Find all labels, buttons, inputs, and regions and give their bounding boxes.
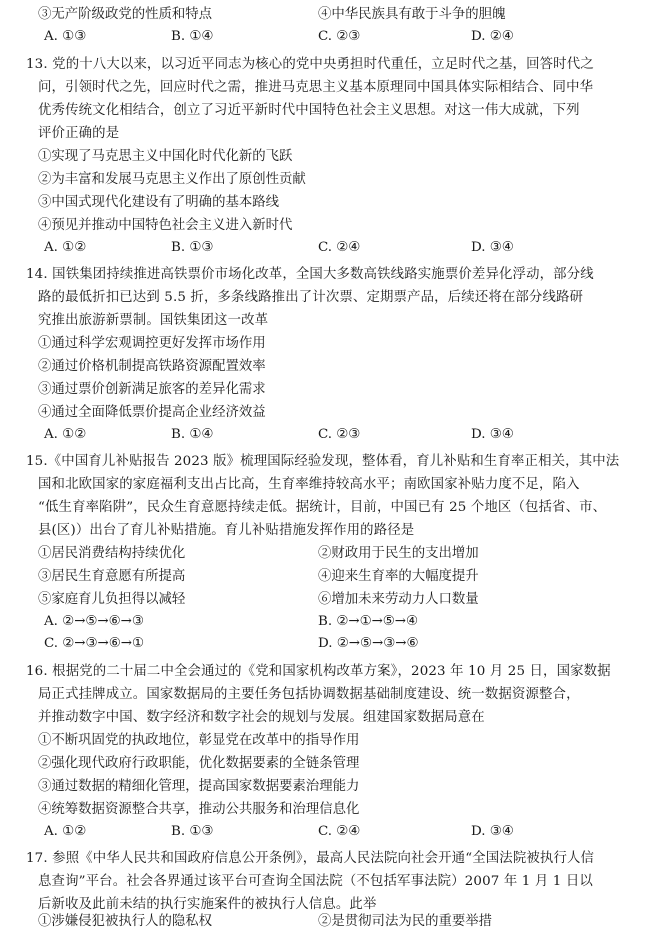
q16-option-a: A. ①② <box>44 824 87 839</box>
q17-stem-line: 后新收及此前未结的执行实施案件的被执行人信息。此举 <box>38 897 377 912</box>
q12-option-a: A. ①③ <box>44 29 87 44</box>
q15-option-d: D. ②→⑤→③→⑥ <box>318 636 419 651</box>
q14-item-4: ④通过全面降低票价提高企业经济效益 <box>38 405 266 420</box>
q15-stem-line: 国和北欧国家的家庭福利支出占比高，生育率维持较高水平；南欧国家补贴力度不足，陷入 <box>38 477 580 492</box>
q16-item-1: ①不断巩固党的执政地位，彰显党在改革中的指导作用 <box>38 733 360 748</box>
q15-item-2: ②财政用于民生的支出增加 <box>318 546 479 561</box>
q13-stem-line: 评价正确的是 <box>38 126 120 141</box>
q14-option-d: D. ③④ <box>471 427 514 442</box>
q12-item-3: ③无产阶级政党的性质和特点 <box>38 7 213 22</box>
q12-option-d: D. ②④ <box>471 29 514 44</box>
q17-stem-line: 息查询”平台。社会各界通过该平台可查询全国法院（不包括军事法院）2007 年 1 月 1 日以 <box>38 874 593 889</box>
q16-option-d: D. ③④ <box>471 824 514 839</box>
q15-stem-line: “低生育率陷阱”，民众生育意愿持续走低。据统计，目前，中国已有 25 个地区（包括省、市、 <box>38 500 607 515</box>
q13-item-4: ④预见并推动中国特色社会主义进入新时代 <box>38 218 293 233</box>
q16-stem-line: 局正式挂牌成立。国家数据局的主要任务包括协调数据基础制度建设、统一数据资源整合， <box>38 687 580 702</box>
q12-option-b: B. ①④ <box>171 29 214 44</box>
q15-item-3: ③居民生育意愿有所提高 <box>38 569 186 584</box>
q13-stem-line: 13. 党的十八大以来，以习近平同志为核心的党中央勇担时代重任，立足时代之基，回答时代之 <box>26 57 594 72</box>
q12-option-c: C. ②③ <box>318 29 361 44</box>
q16-item-4: ④统筹数据资源整合共享，推动公共服务和治理信息化 <box>38 802 360 817</box>
q16-option-b: B. ①③ <box>171 824 214 839</box>
q13-item-2: ②为丰富和发展马克思主义作出了原创性贡献 <box>38 172 306 187</box>
q13-option-a: A. ①② <box>44 240 87 255</box>
q13-stem-line: 优秀传统文化相结合，创立了习近平新时代中国特色社会主义思想。对这一伟大成就，下列 <box>38 103 580 118</box>
q13-item-1: ①实现了马克思主义中国化时代化新的飞跃 <box>38 149 293 164</box>
q16-option-c: C. ②④ <box>318 824 361 839</box>
q12-item-4: ④中华民族具有敢于斗争的胆魄 <box>318 7 506 22</box>
q14-stem-line: 路的最低折扣已达到 5.5 折，多条线路推出了计次票、定期票产品，后续还将在部分线路研 <box>38 290 584 305</box>
q15-item-1: ①居民消费结构持续优化 <box>38 546 186 561</box>
q13-option-d: D. ③④ <box>471 240 514 255</box>
q13-option-c: C. ②④ <box>318 240 361 255</box>
q15-option-a: A. ②→⑤→⑥→③ <box>44 614 144 629</box>
q17-item-2: ②是贯彻司法为民的重要举措 <box>318 914 493 929</box>
q15-stem-line: 县(区)）出台了育儿补贴措施。育儿补贴措施发挥作用的路径是 <box>38 523 415 538</box>
q14-option-c: C. ②③ <box>318 427 361 442</box>
q13-option-b: B. ①③ <box>171 240 214 255</box>
q15-item-5: ⑤家庭育儿负担得以减轻 <box>38 592 186 607</box>
q13-item-3: ③中国式现代化建设有了明确的基本路线 <box>38 195 280 210</box>
q14-option-a: A. ①② <box>44 427 87 442</box>
q13-stem-line: 问，引领时代之先，回应时代之需，推进马克思主义基本原理同中国具体实际相结合、同中华 <box>38 80 594 95</box>
q15-stem-line: 15.《中国育儿补贴报告 2023 版》梳理国际经验发现，整体看，育儿补贴和生育率正相关，其中法 <box>26 454 620 469</box>
q15-item-6: ⑥增加未来劳动力人口数量 <box>318 592 479 607</box>
q17-stem-line: 17. 参照《中华人民共和国政府信息公开条例》，最高人民法院向社会开通“全国法院被执行人信 <box>26 851 595 866</box>
q14-item-2: ②通过价格机制提高铁路资源配置效率 <box>38 359 266 374</box>
q14-stem-line: 14. 国铁集团持续推进高铁票价市场化改革，全国大多数高铁线路实施票价差异化浮动，部分线 <box>26 267 594 282</box>
q16-stem-line: 并推动数字中国、数字经济和数字社会的规划与发展。组建国家数据局意在 <box>38 710 485 725</box>
q15-option-c: C. ②→③→⑥→① <box>44 636 144 651</box>
q14-item-1: ①通过科学宏观调控更好发挥市场作用 <box>38 336 266 351</box>
q17-item-1: ①涉嫌侵犯被执行人的隐私权 <box>38 914 213 929</box>
q14-stem-line: 究推出旅游新票制。国铁集团这一改革 <box>38 313 269 328</box>
q15-item-4: ④迎来生育率的大幅度提升 <box>318 569 479 584</box>
q15-option-b: B. ②→①→⑤→④ <box>318 614 419 629</box>
q16-item-3: ③通过数据的精细化管理，提高国家数据要素治理能力 <box>38 779 360 794</box>
q14-option-b: B. ①④ <box>171 427 214 442</box>
q16-stem-line: 16. 根据党的二十届二中全会通过的《党和国家机构改革方案》，2023 年 10 月 25 日，国家数据 <box>26 664 611 679</box>
q16-item-2: ②强化现代政府行政职能，优化数据要素的全链条管理 <box>38 756 360 771</box>
q14-item-3: ③通过票价创新满足旅客的差异化需求 <box>38 382 266 397</box>
